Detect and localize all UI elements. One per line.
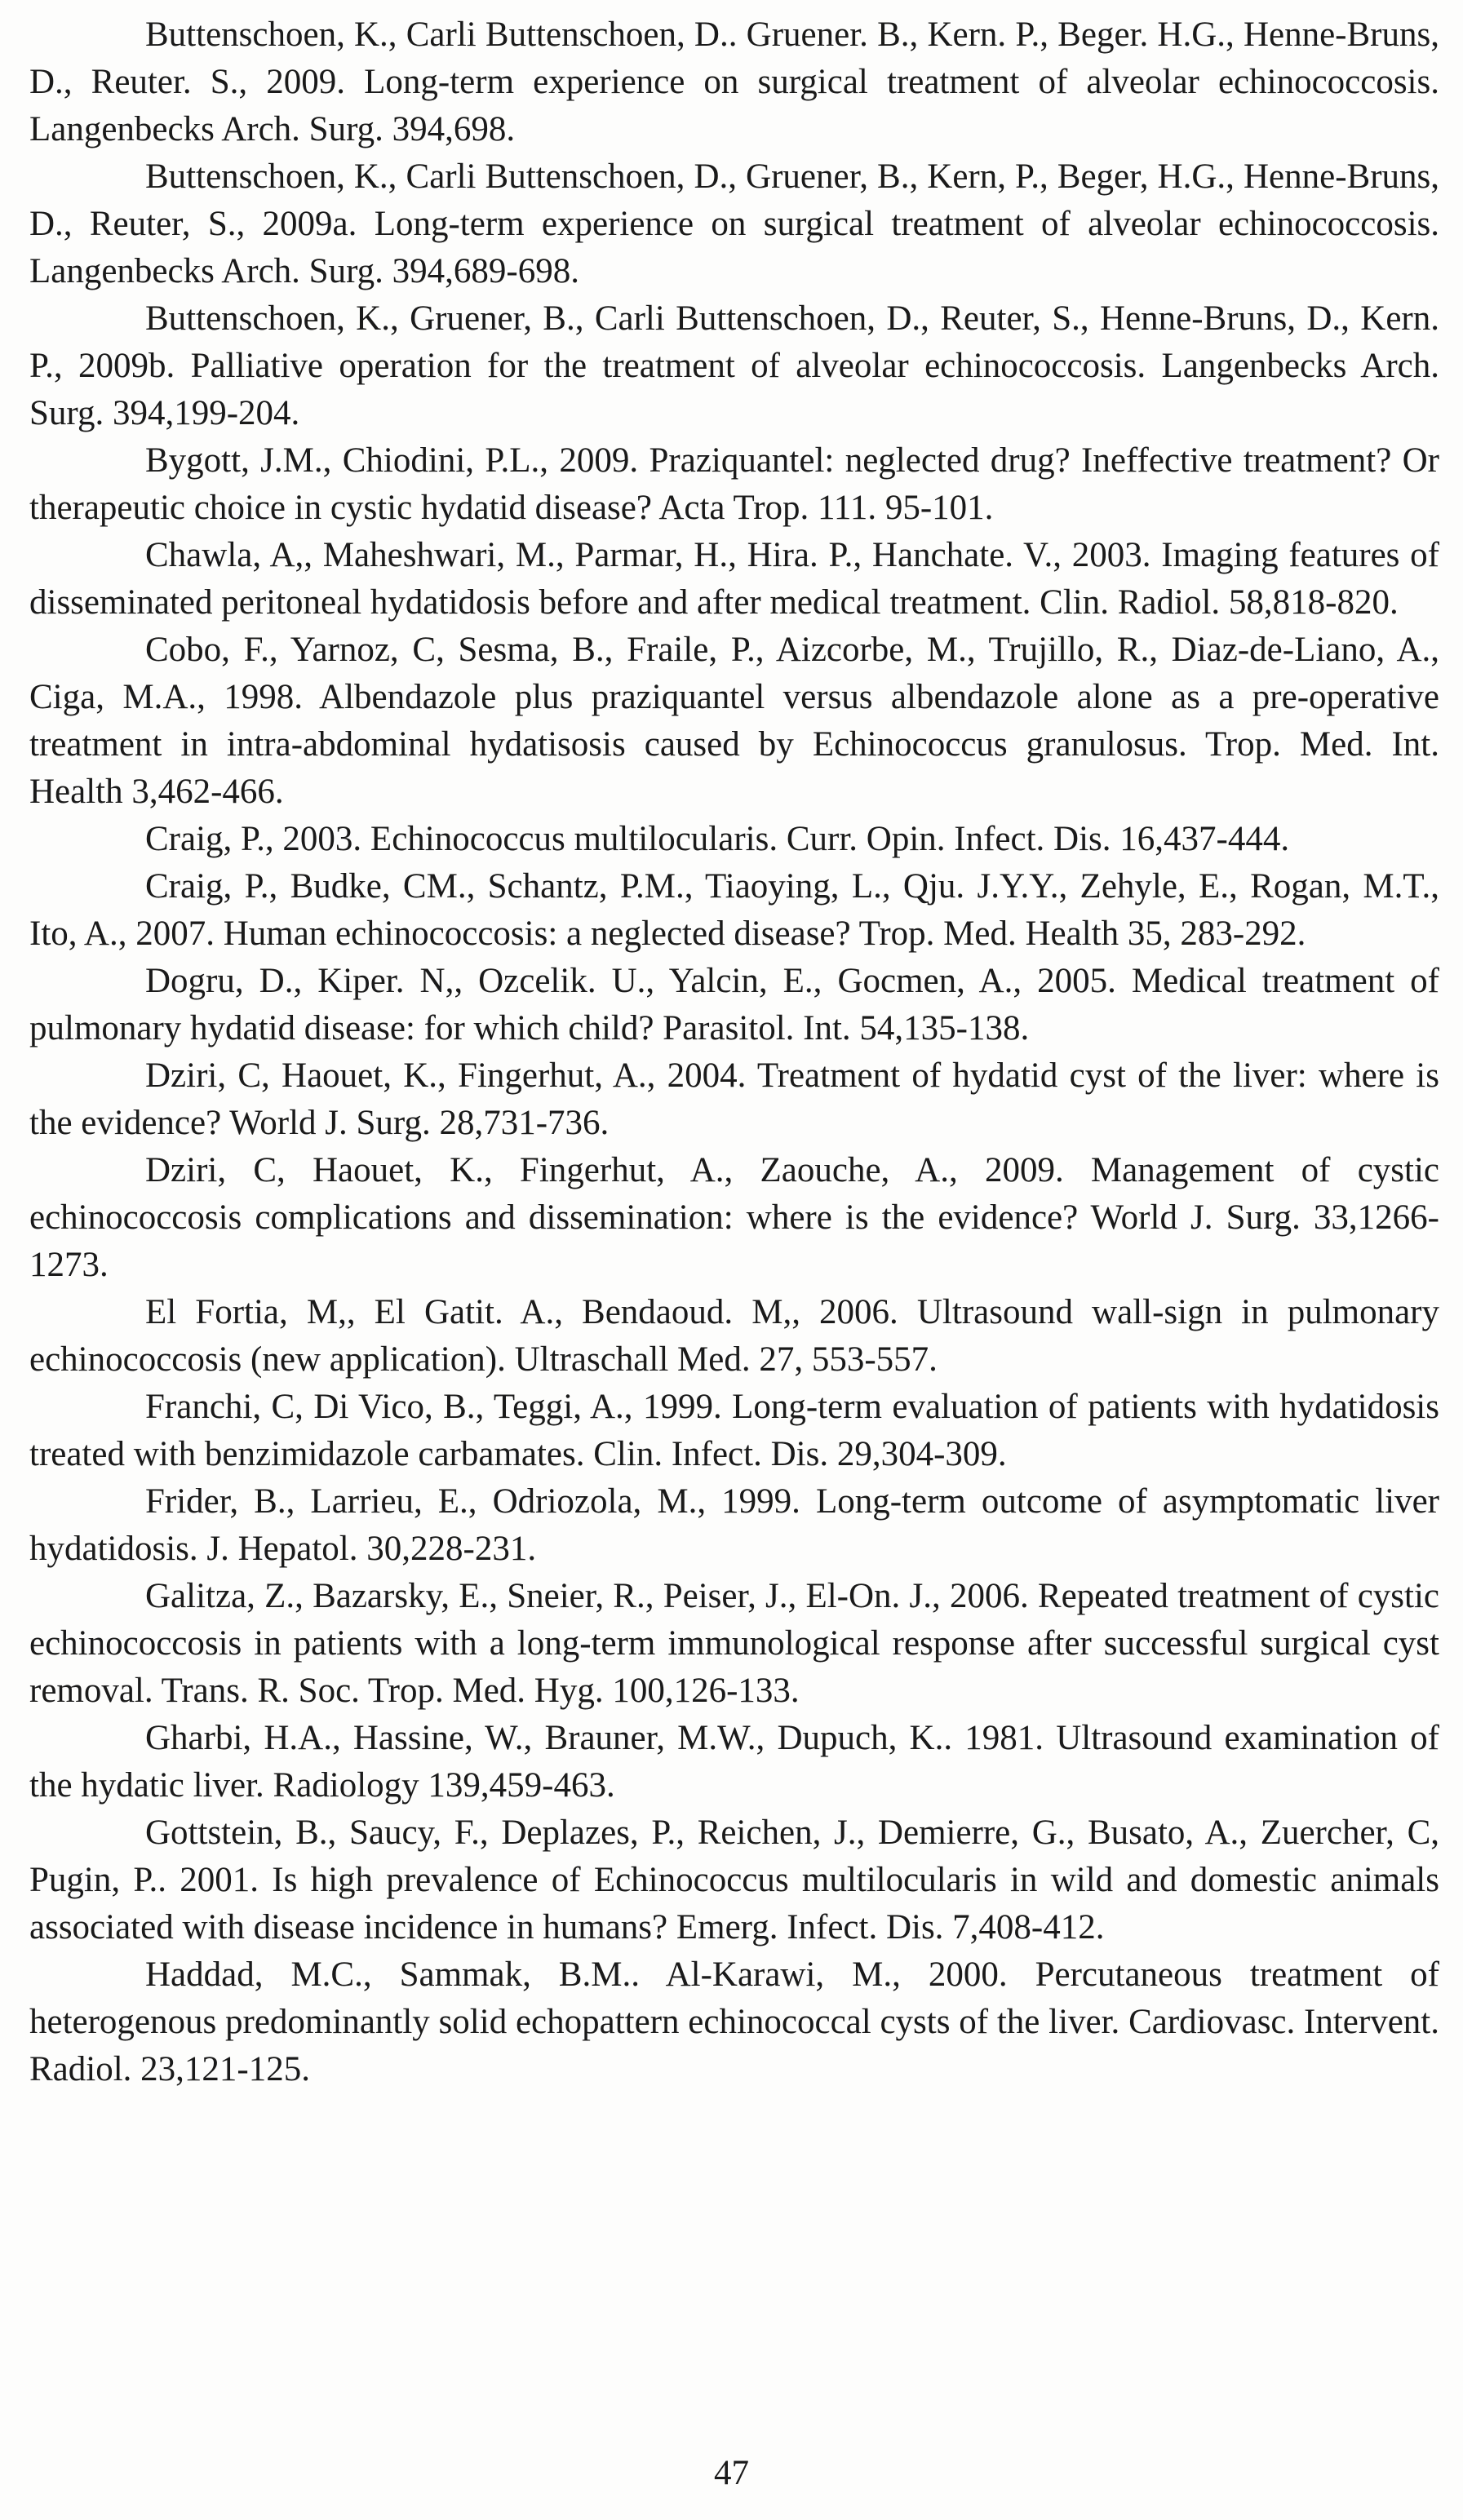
reference-entry: Bygott, J.M., Chiodini, P.L., 2009. Praziquantel: neglected drug? Ineffective treatment? Or therapeutic choice in cystic hydatid disease? Acta Trop. 111. 95-101. [29, 441, 1439, 527]
reference-entry: Dziri, C, Haouet, K., Fingerhut, A., Zaouche, A., 2009. Management of cystic echinococcosis complications and dissemination: where is the evidence? World J. Surg. 33,1266-1273. [29, 1151, 1439, 1284]
page-number: 47 [714, 2454, 749, 2492]
reference-list [29, 11, 1439, 2093]
reference-entry: Craig, P., 2003. Echinococcus multilocularis. Curr. Opin. Infect. Dis. 16,437-444. [145, 820, 1290, 858]
reference-entry: Cobo, F., Yarnoz, C, Sesma, B., Fraile, P., Aizcorbe, M., Trujillo, R., Diaz-de-Liano, A., Ciga, M.A., 1998. Albendazole plus praziquantel versus albendazole alone as a pre-operative treatment in intra-abdominal hydatisosis caused by Echinococcus granulosus. Trop. Med. Int. Health 3,462-466. [29, 631, 1439, 811]
reference-entry: Buttenschoen, K., Carli Buttenschoen, D., Gruener, B., Kern, P., Beger, H.G., Henne-Bruns, D., Reuter, S., 2009a. Long-term experience on surgical treatment of alveolar echinococcosis. Langenbecks Arch. Surg. 394,689-698. [29, 157, 1439, 290]
reference-entry: Haddad, M.C., Sammak, B.M.. Al-Karawi, M., 2000. Percutaneous treatment of heterogenous predominantly solid echopattern echinococcal cysts of the liver. Cardiovasc. Intervent. Radiol. 23,121-125. [29, 1955, 1439, 2088]
reference-entry: Buttenschoen, K., Gruener, B., Carli Buttenschoen, D., Reuter, S., Henne-Bruns, D., Kern. P., 2009b. Palliative operation for the treatment of alveolar echinococcosis. Langenbecks Arch. Surg. 394,199-204. [29, 299, 1439, 432]
reference-entry: Dogru, D., Kiper. N,, Ozcelik. U., Yalcin, E., Gocmen, A., 2005. Medical treatment of pulmonary hydatid disease: for which child? Parasitol. Int. 54,135-138. [29, 962, 1439, 1047]
reference-entry: Dziri, C, Haouet, K., Fingerhut, A., 2004. Treatment of hydatid cyst of the liver: where is the evidence? World J. Surg. 28,731-736. [29, 1056, 1439, 1142]
reference-entry: Galitza, Z., Bazarsky, E., Sneier, R., Peiser, J., El-On. J., 2006. Repeated treatment of cystic echinococcosis in patients with a long-term immunological response after successful surgical cyst removal. Trans. R. Soc. Trop. Med. Hyg. 100,126-133. [29, 1577, 1439, 1710]
reference-entry: Franchi, C, Di Vico, B., Teggi, A., 1999. Long-term evaluation of patients with hydatidosis treated with benzimidazole carbamates. Clin. Infect. Dis. 29,304-309. [29, 1388, 1439, 1473]
reference-entry: Gottstein, B., Saucy, F., Deplazes, P., Reichen, J., Demierre, G., Busato, A., Zuercher, C, Pugin, P.. 2001. Is high prevalence of Echinococcus multilocularis in wild and domestic animals associated with disease incidence in humans? Emerg. Infect. Dis. 7,408-412. [29, 1814, 1439, 1946]
reference-entry: Chawla, A,, Maheshwari, M., Parmar, H., Hira. P., Hanchate. V., 2003. Imaging features of disseminated peritoneal hydatidosis before and after medical treatment. Clin. Radiol. 58,818-820. [29, 536, 1439, 622]
reference-entry: El Fortia, M,, El Gatit. A., Bendaoud. M,, 2006. Ultrasound wall-sign in pulmonary echinococcosis (new application). Ultraschall Med. 27, 553-557. [29, 1293, 1439, 1379]
reference-entry: Gharbi, H.A., Hassine, W., Brauner, M.W., Dupuch, K.. 1981. Ultrasound examination of the hydatic liver. Radiology 139,459-463. [29, 1719, 1439, 1805]
reference-entry: Craig, P., Budke, CM., Schantz, P.M., Tiaoying, L., Qju. J.Y.Y., Zehyle, E., Rogan, M.T., Ito, A., 2007. Human echinococcosis: a neglected disease? Trop. Med. Health 35, 283-292. [29, 867, 1439, 953]
reference-entry: Buttenschoen, K., Carli Buttenschoen, D.. Gruener. B., Kern. P., Beger. H.G., Henne-Bruns, D., Reuter. S., 2009. Long-term experience on surgical treatment of alveolar echinococcosis. Langenbecks Arch. Surg. 394,698. [29, 16, 1439, 148]
reference-entry: Frider, B., Larrieu, E., Odriozola, M., 1999. Long-term outcome of asymptomatic liver hydatidosis. J. Hepatol. 30,228-231. [29, 1482, 1439, 1568]
